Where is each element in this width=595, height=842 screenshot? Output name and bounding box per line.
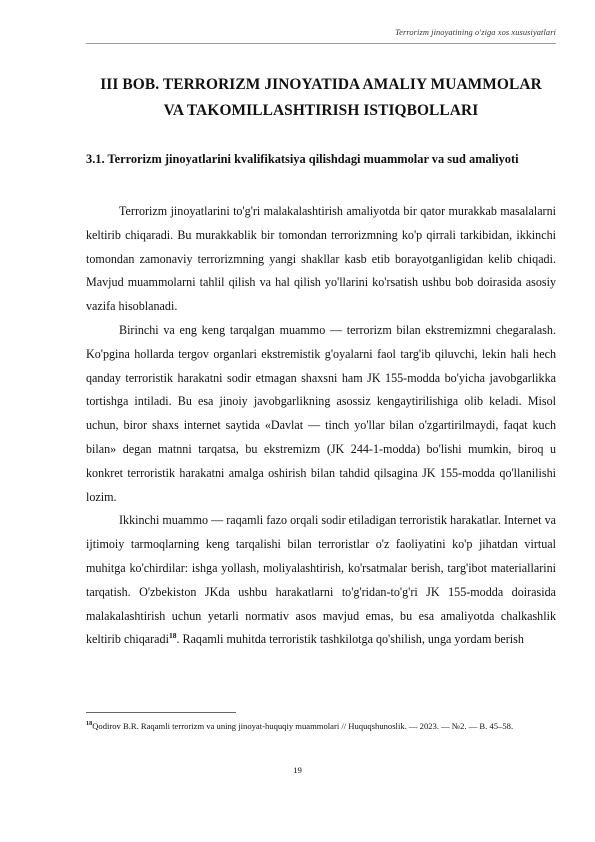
chapter-title <box>86 72 556 124</box>
footnote-divider <box>86 712 236 713</box>
paragraph: Birinchi va eng keng tarqalgan muammo — terrorizm bilan ekstremizmni chegaralash. Ko'pgina hollarda tergov organlari ekstremistik g'oyalarni faol targ'ib qiluvchi, lekin hali hech qanday terroristik harakatni sodir etmagan shaxsni ham JK 155-modda bo'yicha javobgarlikka tortishga intiladi. Bu esa jinoiy javobgarlikning asossiz kengaytirilishiga olib keladi. Misol uchun, biror shaxs internet saytida «Davlat — tinch yo'llar bilan o'zgartirilmaydi, faqat kuch bilan» degan matnni tarqatsa, bu ekstremizm (JK 244-1-modda) bo'lishi mumkin, biroq u konkret terroristik harakatni amalga oshirish bilan tahdid qilsagina JK 155-modda qo'llanilishi lozim. <box>86 322 556 504</box>
footnote-reference[interactable]: 18 <box>168 631 177 641</box>
footnote-number: 18 <box>86 720 93 728</box>
running-header: Terrorizm jinoyatining o'ziga xos xususiyatlari <box>395 28 556 37</box>
page-number: 19 <box>293 765 302 775</box>
paragraph: Terrorizm jinoyatlarini to'g'ri malakalashtirish amaliyotda bir qator murakkab masalalarni keltirib chiqaradi. Bu murakkablik bir tomondan terrorizmning ko'p qirrali tarkibidan, ikkinchi tomondan zamonaviy terrorizmning yangi shakllar kasb etib borayotganligidan kelib chiqadi. Mavjud muammolarni tahlil qilish va hal qilish yo'llarini ko'rsatish ushbu bob doirasida asosiy vazifa hisoblanadi. <box>86 204 556 314</box>
paragraph <box>86 509 556 652</box>
section-title: 3.1. Terrorizm jinoyatlarini kvalifikatsiya qilishdagi muammolar va sud amaliyoti <box>86 152 519 166</box>
paragraph-text-continued: . Raqamli muhitda terroristik tashkilotga qo'shilish, unga yordam berish <box>176 632 524 647</box>
body-text <box>86 200 556 652</box>
paragraph-text: Ikkinchi muammo — raqamli fazo orqali sodir etiladigan terroristik harakatlar. Internet va ijtimoiy tarmoqlarning keng tarqalishi bilan terroristlar o'z faoliyatini ko'p jihatdan virtual muhitga ko'chirdilar: ishga yollash, moliyalashtirish, ko'rsatmalar berish, targ'ibot materiallarini tarqatish. O'zbekiston JKda ushbu harakatlarni to'g'ridan-to'g'ri JK 155-modda doirasida malakalashtirish uchun yetarli normativ asos mavjud emas, bu esa amaliyotda chalkashlik keltirib chiqaradi <box>86 513 556 647</box>
chapter-title-line-2: VA TAKOMILLASHTIRISH ISTIQBOLLARI <box>163 102 479 119</box>
header-divider <box>86 43 556 44</box>
footnote <box>86 719 556 734</box>
footnote-text: Qodirov B.R. Raqamli terrorizm va uning jinoyat-huquqiy muammolari // Huquqshunoslik. — 2023. — №2. — B. 45–58. <box>92 721 514 731</box>
chapter-title-line-1: III BOB. TERRORIZM JINOYATIDA AMALIY MUAMMOLAR <box>100 76 542 93</box>
